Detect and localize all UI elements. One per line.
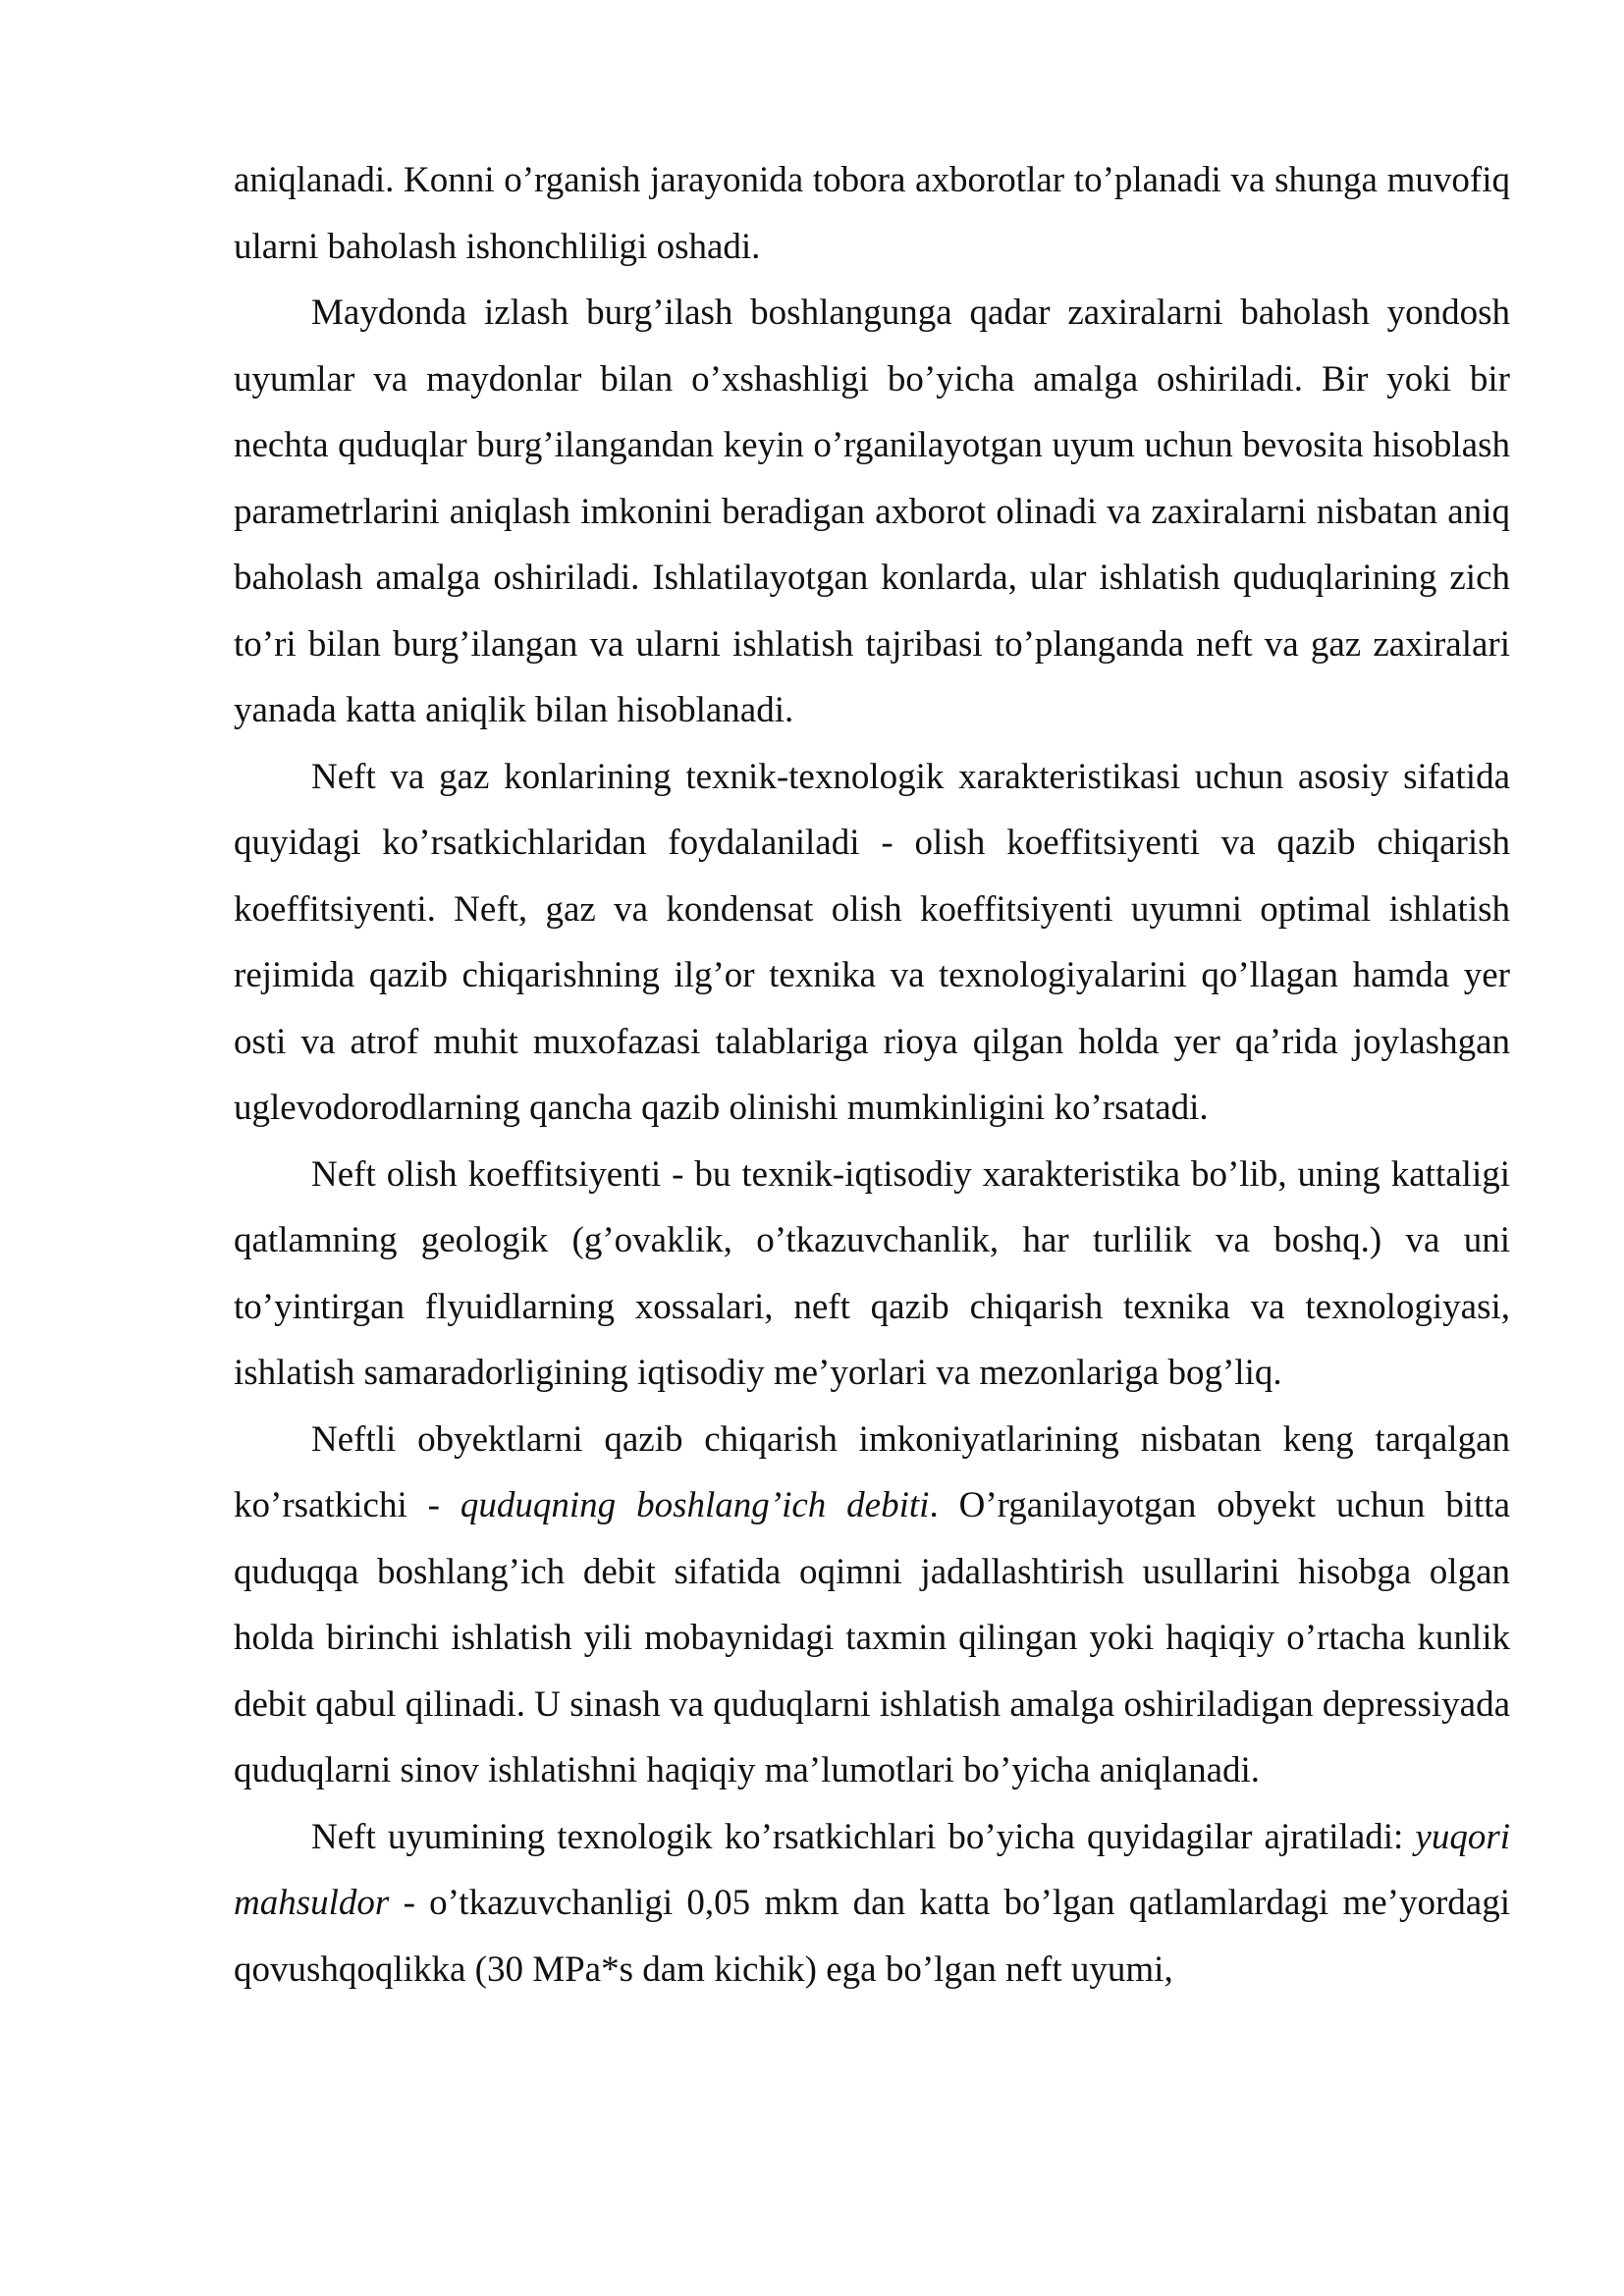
paragraph-1: aniqlanadi. Konni o’rganish jarayonida tobora axborotlar to’planadi va shunga muvofiq ularni baholash ishonchliligi oshadi. [234, 160, 1510, 267]
document-page [234, 147, 1510, 2002]
paragraph-3: Neft va gaz konlarining texnik-texnologik xarakteristikasi uchun asosiy sifatida quyidagi ko’rsatkichlaridan foydalaniladi - olish koeffitsiyenti va qazib chiqarish koeffitsiyenti. Neft, gaz va kondensat olish koeffitsiyenti uyumni optimal ishlatish rejimida qazib chiqarishning ilg’or texnika va texnologiyalarini qo’llagan hamda yer osti va atrof muhit muxofazasi talablariga rioya qilgan holda yer qa’rida joylashgan uglevodorodlarning qancha qazib olinishi mumkinligini ko’rsatadi. [234, 756, 1510, 1128]
paragraph-6 [234, 1804, 1510, 2003]
paragraph-4: Neft olish koeffitsiyenti - bu texnik-iqtisodiy xarakteristika bo’lib, uning kattaligi qatlamning geologik (g’ovaklik, o’tkazuvchanlik, har turlilik va boshq.) va uni to’yintirgan flyuidlarning xossalari, neft qazib chiqarish texnika va texnologiyasi, ishlatish samaradorligining iqtisodiy me’yorlari va mezonlariga bog’liq. [234, 1153, 1510, 1393]
paragraph-5-text-start: Neftli obyektlarni qazib chiqarish imkoniyatlarining nisbatan keng tarqalgan ko’rsatkichi - [234, 1418, 1510, 1525]
paragraph-6-text-start: Neft uyumining texnologik ko’rsatkichlari bo’yicha quyidagilar ajratiladi: [311, 1816, 1416, 1857]
paragraph-5-italic-term: quduqning boshlang’ich debiti [460, 1485, 930, 1525]
paragraph-5-text-end: . O’rganilayotgan obyekt uchun bitta quduqqa boshlang’ich debit sifatida oqimni jadallashtirish usullarini hisobga olgan holda birinchi ishlatish yili mobaynidagi taxmin qilingan yoki haqiqiy o’rtacha kunlik debit qabul qilinadi. U sinash va quduqlarni ishlatish amalga oshiriladigan depressiyada quduqlarni sinov ishlatishni haqiqiy ma’lumotlari bo’yicha aniqlanadi. [234, 1485, 1511, 1790]
paragraph-6-italic-term: yuqori mahsuldor [234, 1816, 1510, 1923]
paragraph-5 [234, 1407, 1510, 1804]
paragraph-6-text-end: - o’tkazuvchanligi 0,05 mkm dan katta bo’lgan qatlamlardagi me’yordagi qovushqoqlikka (30 MPa*s dam kichik) ega bo’lgan neft uyumi, [234, 1883, 1510, 1990]
paragraph-2: Maydonda izlash burg’ilash boshlangunga qadar zaxiralarni baholash yondosh uyumlar va maydonlar bilan o’xshashligi bo’yicha amalga oshiriladi. Bir yoki bir nechta quduqlar burg’ilangandan keyin o’rganilayotgan uyum uchun bevosita hisoblash parametrlarini aniqlash imkonini beradigan axborot olinadi va zaxiralarni nisbatan aniq baholash amalga oshiriladi. Ishlatilayotgan konlarda, ular ishlatish quduqlarining zich to’ri bilan burg’ilangan va ularni ishlatish tajribasi to’planganda neft va gaz zaxiralari yanada katta aniqlik bilan hisoblanadi. [234, 293, 1510, 730]
